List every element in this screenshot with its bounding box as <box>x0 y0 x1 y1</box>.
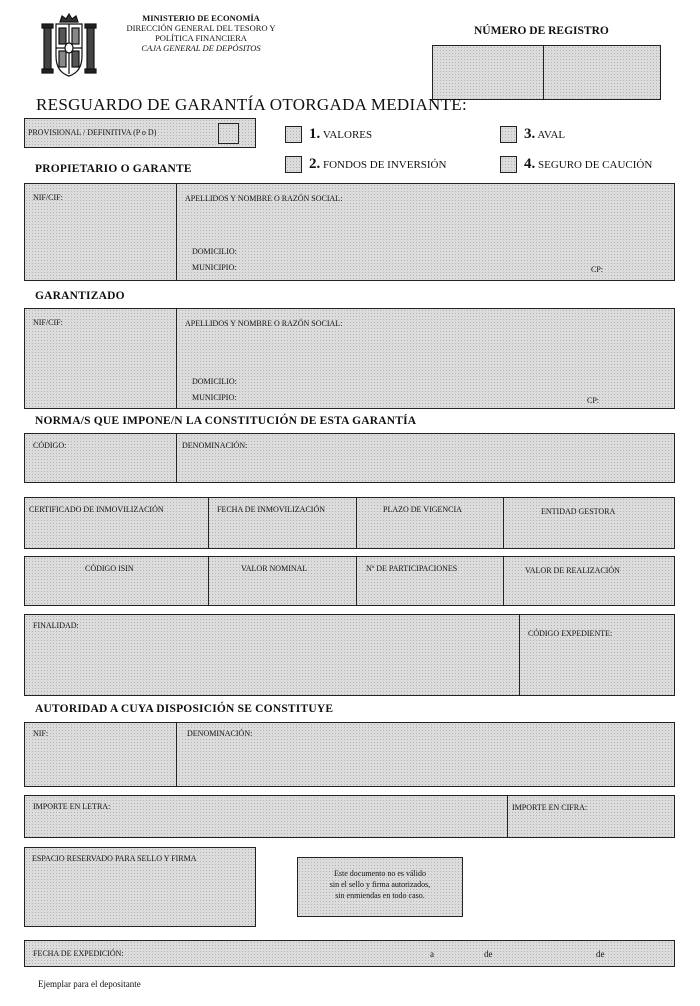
autoridad-denominacion-label: DENOMINACIÓN: <box>187 729 253 738</box>
fecha-a-label: a <box>430 949 434 959</box>
fecha-label: FECHA DE EXPEDICIÓN: <box>33 949 124 958</box>
fecha-de2-label: de <box>596 949 605 959</box>
guaranteed-name-label: APELLIDOS Y NOMBRE O RAZÓN SOCIAL: <box>185 319 343 328</box>
owner-cp-label: CP: <box>591 265 604 274</box>
ministry-header <box>96 13 306 53</box>
sello-label: ESPACIO RESERVADO PARA SELLO Y FIRMA <box>32 854 197 863</box>
option-number: 4. <box>524 156 536 172</box>
option-number: 1. <box>309 126 321 142</box>
autoridad-section-title: AUTORIDAD A CUYA DISPOSICIÓN SE CONSTITUYE <box>35 703 334 715</box>
option-number: 2. <box>309 156 321 172</box>
autoridad-nif-label: NIF: <box>33 729 49 738</box>
sello-box[interactable] <box>24 847 256 927</box>
fecha-inmovilizacion-label: FECHA DE INMOVILIZACIÓN <box>217 505 325 514</box>
option-checkbox-aval[interactable] <box>500 126 517 143</box>
entidad-label: ENTIDAD GESTORA <box>541 507 616 516</box>
provisional-box <box>24 118 256 148</box>
validity-note-line2: sin el sello y firma autorizados, <box>329 880 431 889</box>
owner-nif-label: NIF/CIF: <box>33 193 63 202</box>
norma-denominacion-label: DENOMINACIÓN: <box>182 441 248 450</box>
option-number: 3. <box>524 126 536 142</box>
guaranteed-cp-label: CP: <box>587 396 600 405</box>
norma-box[interactable] <box>24 433 675 483</box>
registro-box[interactable] <box>432 45 661 100</box>
finalidad-box[interactable] <box>24 614 675 696</box>
importe-letra-label: IMPORTE EN LETRA: <box>33 802 111 811</box>
fecha-de1-label: de <box>484 949 493 959</box>
owner-name-label: APELLIDOS Y NOMBRE O RAZÓN SOCIAL: <box>185 194 343 203</box>
realizacion-label: VALOR DE REALIZACIÓN <box>525 566 620 575</box>
form-title: RESGUARDO DE GARANTÍA OTORGADA MEDIANTE: <box>36 95 468 114</box>
validity-note-line3: sin enmiendas en todo caso. <box>335 891 425 900</box>
participaciones-label: Nº DE PARTICIPACIONES <box>366 564 458 573</box>
owner-box[interactable] <box>24 183 675 281</box>
validity-note-line1: Este documento no es válido <box>334 869 426 878</box>
direction-line1: DIRECCIÓN GENERAL DEL TESORO Y <box>126 23 276 33</box>
owner-section-title: PROPIETARIO O GARANTE <box>35 163 192 175</box>
importe-box[interactable] <box>24 795 675 838</box>
coat-of-arms-spain-icon <box>40 12 98 80</box>
option-checkbox-seguro[interactable] <box>500 156 517 173</box>
footer-copy-label: Ejemplar para el depositante <box>38 979 141 989</box>
direction-line2: POLÍTICA FINANCIERA <box>155 33 247 43</box>
expediente-label: CÓDIGO EXPEDIENTE: <box>528 629 613 638</box>
option-seguro <box>524 156 652 173</box>
option-label: FONDOS DE INVERSIÓN <box>323 159 447 171</box>
provisional-input[interactable] <box>218 123 239 144</box>
guaranteed-domicilio-label: DOMICILIO: <box>192 377 237 386</box>
norma-section-title: NORMA/S QUE IMPONE/N LA CONSTITUCIÓN DE ESTA GARANTÍA <box>35 415 417 427</box>
option-checkbox-fondos[interactable] <box>285 156 302 173</box>
option-label: SEGURO DE CAUCIÓN <box>538 159 653 171</box>
importe-cifra-label: IMPORTE EN CIFRA: <box>512 803 588 812</box>
option-fondos <box>309 156 446 173</box>
guaranteed-municipio-label: MUNICIPIO: <box>192 393 237 402</box>
caja-name: CAJA GENERAL DE DEPÓSITOS <box>141 43 261 53</box>
owner-domicilio-label: DOMICILIO: <box>192 247 237 256</box>
fecha-box[interactable] <box>24 940 675 967</box>
provisional-label: PROVISIONAL / DEFINITIVA (P o D) <box>28 128 157 137</box>
ministry-name: MINISTERIO DE ECONOMÍA <box>142 13 260 23</box>
isin-label: CÓDIGO ISIN <box>85 564 134 573</box>
plazo-label: PLAZO DE VIGENCIA <box>383 505 462 514</box>
option-label: VALORES <box>322 129 373 141</box>
inmovilizacion-box[interactable] <box>24 497 675 549</box>
owner-municipio-label: MUNICIPIO: <box>192 263 237 272</box>
guaranteed-box[interactable] <box>24 308 675 409</box>
guaranteed-section-title: GARANTIZADO <box>35 290 125 302</box>
certificado-label: CERTIFICADO DE INMOVILIZACIÓN <box>29 505 164 514</box>
guaranteed-nif-label: NIF/CIF: <box>33 318 63 327</box>
finalidad-label: FINALIDAD: <box>33 621 79 630</box>
option-valores <box>309 126 372 143</box>
registro-label: NÚMERO DE REGISTRO <box>474 25 609 37</box>
validity-note-box <box>297 857 463 917</box>
option-label: AVAL <box>537 129 566 141</box>
option-checkbox-valores[interactable] <box>285 126 302 143</box>
nominal-label: VALOR NOMINAL <box>241 564 308 573</box>
norma-codigo-label: CÓDIGO: <box>33 441 67 450</box>
valores-box[interactable] <box>24 556 675 606</box>
autoridad-box[interactable] <box>24 722 675 787</box>
option-aval <box>524 126 565 143</box>
